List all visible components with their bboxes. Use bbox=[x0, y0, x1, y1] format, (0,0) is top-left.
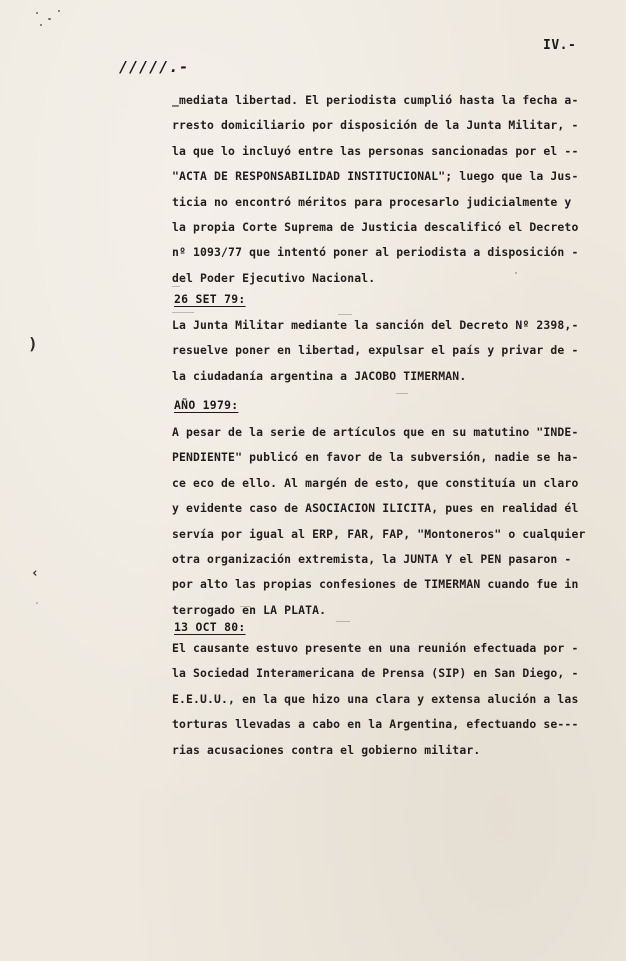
text-line: del Poder Ejecutivo Nacional. bbox=[172, 270, 376, 285]
date-heading: 26 SET 79: bbox=[174, 292, 246, 306]
paragraph-2 bbox=[172, 313, 622, 389]
text-line: la que lo incluyó entre las personas sancionadas por el -- bbox=[172, 143, 579, 158]
scan-speck bbox=[58, 10, 60, 12]
paragraph-3 bbox=[172, 420, 622, 623]
date-heading: 13 OCT 80: bbox=[174, 620, 246, 634]
scan-speck bbox=[36, 602, 38, 604]
scan-mark bbox=[338, 314, 352, 315]
scan-speck bbox=[515, 272, 517, 274]
scan-mark bbox=[172, 286, 180, 287]
text-line: y evidente caso de ASOCIACION ILICITA, pues en realidad él bbox=[172, 501, 579, 516]
text-line: servía por igual al ERP, FAR, FAP, "Montoneros" o cualquier bbox=[172, 526, 586, 541]
text-line: resuelve poner en libertad, expulsar el país y privar de - bbox=[172, 343, 579, 358]
paragraph-1 bbox=[172, 88, 622, 291]
text-line: A pesar de la serie de artículos que en su matutino "INDE- bbox=[172, 425, 579, 439]
text-line: "ACTA DE RESPONSABILIDAD INSTITUCIONAL"; luego que la Jus- bbox=[172, 169, 579, 184]
text-line: El causante estuvo presente en una reunión efectuada por - bbox=[172, 641, 579, 655]
text-line: la Sociedad Interamericana de Prensa (SIP) en San Diego, - bbox=[172, 666, 579, 681]
date-heading: AÑO 1979: bbox=[174, 398, 239, 412]
scan-speck bbox=[36, 12, 38, 14]
scan-mark bbox=[336, 621, 350, 622]
text-line: PENDIENTE" publicó en favor de la subversión, nadie se ha- bbox=[172, 450, 579, 465]
text-line: ce eco de ello. Al margén de esto, que constituía un claro bbox=[172, 475, 579, 490]
text-line: La Junta Militar mediante la sanción del Decreto Nº 2398,- bbox=[172, 318, 579, 332]
page-number: IV.- bbox=[543, 38, 577, 53]
text-line: nº 1093/77 que intentó poner al periodista a disposición - bbox=[172, 245, 579, 260]
text-line: ticia no encontró méritos para procesarlo judicialmente y bbox=[172, 194, 572, 209]
margin-mark: ‹ bbox=[31, 566, 39, 581]
margin-mark: ) bbox=[28, 334, 38, 353]
text-line: otra organización extremista, la JUNTA Y el PEN pasaron - bbox=[172, 552, 572, 567]
text-line: rias acusaciones contra el gobierno militar. bbox=[172, 742, 481, 757]
text-line: por alto las propias confesiones de TIMERMAN cuando fue in bbox=[172, 577, 579, 592]
text-line: _mediata libertad. El periodista cumplió hasta la fecha a- bbox=[172, 93, 579, 107]
scan-mark bbox=[172, 312, 194, 313]
paragraph-4 bbox=[172, 636, 622, 763]
scan-mark bbox=[240, 606, 250, 607]
text-line: la ciudadanía argentina a JACOBO TIMERMAN. bbox=[172, 368, 467, 383]
text-line: la propia Corte Suprema de Justicia descalificó el Decreto bbox=[172, 220, 579, 235]
text-line: terrogado en LA PLATA. bbox=[172, 602, 327, 617]
continuation-mark: /////.- bbox=[119, 58, 190, 76]
text-line: E.E.U.U., en la que hizo una clara y extensa alución a las bbox=[172, 691, 579, 706]
text-line: torturas llevadas a cabo en la Argentina, efectuando se--- bbox=[172, 717, 579, 732]
text-line: rresto domiciliario por disposición de la Junta Militar, - bbox=[172, 118, 579, 133]
scan-speck bbox=[48, 18, 51, 20]
scan-mark bbox=[396, 393, 408, 394]
scan-speck bbox=[40, 24, 42, 26]
